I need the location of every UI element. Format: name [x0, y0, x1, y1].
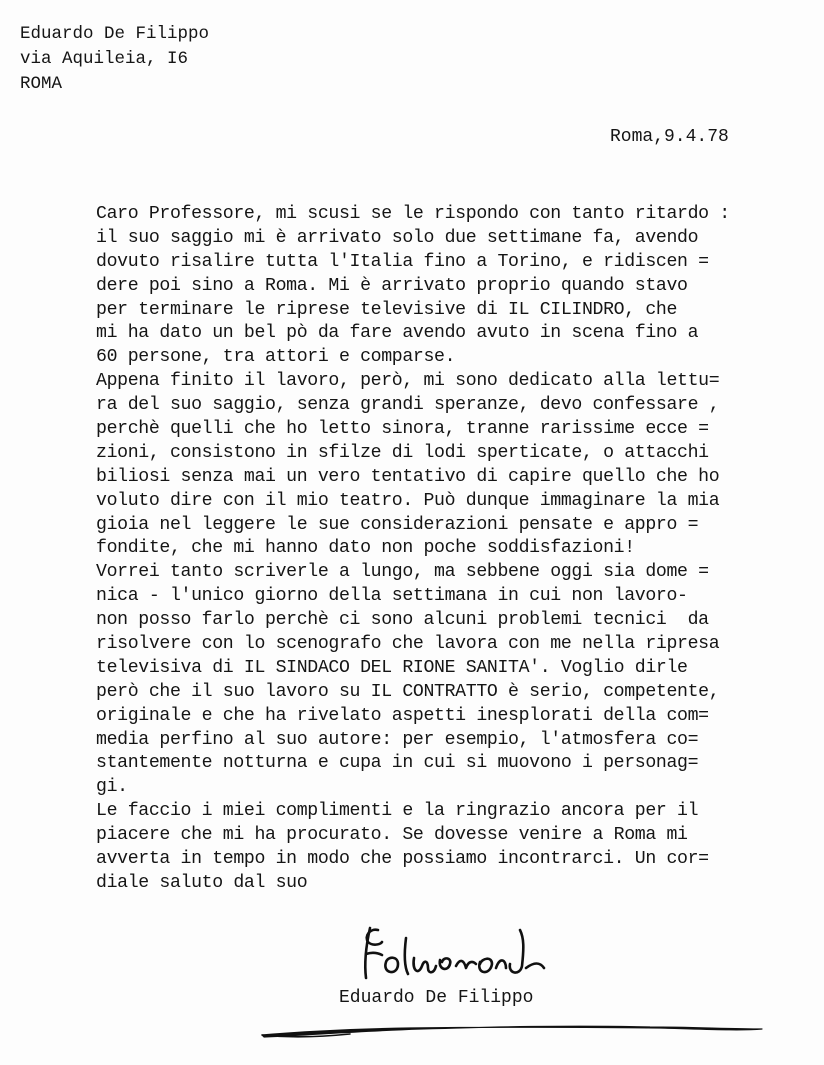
body-line: zioni, consistono in sfilze di lodi sperticate, o attacchi [96, 442, 709, 463]
body-line: nica - l'unico giorno della settimana in cui non lavoro- [96, 586, 688, 607]
sender-name: Eduardo De Filippo [20, 24, 210, 44]
letter-body [96, 203, 816, 896]
body-line: voluto dire con il mio teatro. Può dunque immaginare la mia [96, 490, 720, 511]
body-line: biliosi senza mai un vero tentativo di capire quello che ho [96, 466, 720, 487]
sender-street: via Aquileia, I6 [20, 49, 189, 69]
body-line: Le faccio i miei complimenti e la ringrazio ancora per il [96, 801, 699, 822]
body-line: per terminare le riprese televisive di IL CILINDRO, che [96, 299, 678, 320]
body-line: Vorrei tanto scriverle a lungo, ma sebbene oggi sia dome = [96, 562, 709, 583]
body-line: stantemente notturna e cupa in cui si muovono i personag= [96, 753, 699, 774]
typed-signature-name: Eduardo De Filippo [339, 988, 534, 1008]
body-line: Caro Professore, mi scusi se le rispondo con tanto ritardo : [96, 204, 730, 224]
body-line: Appena finito il lavoro, però, mi sono dedicato alla lettu= [96, 371, 720, 392]
body-line: non posso farlo perchè ci sono alcuni problemi tecnici da [96, 610, 709, 631]
body-line: diale saluto dal suo [96, 872, 308, 893]
body-line: media perfino al suo autore: per esempio, l'atmosfera co= [96, 729, 699, 750]
body-line: dere poi sino a Roma. Mi è arrivato proprio quando stavo [96, 275, 688, 296]
body-line: mi ha dato un bel pò da fare avendo avuto in scena fino a [96, 323, 699, 344]
sender-city: ROMA [20, 74, 63, 94]
body-line: perchè quelli che ho letto sinora, tranne rarissime ecce = [96, 419, 709, 440]
handwritten-signature [356, 918, 556, 988]
body-line: però che il suo lavoro su IL CONTRATTO è serio, competente, [96, 681, 720, 702]
body-line: gioia nel leggere le sue considerazioni pensate e appro = [96, 514, 699, 535]
body-line: piacere che mi ha procurato. Se dovesse venire a Roma mi [96, 825, 688, 846]
body-line: fondite, che mi hanno dato non poche soddisfazioni! [96, 538, 635, 559]
sender-address-block [20, 22, 209, 97]
body-line: originale e che ha rivelato aspetti inesplorati della com= [96, 705, 709, 726]
body-line: il suo saggio mi è arrivato solo due settimane fa, avendo [96, 227, 699, 248]
body-line: avverta in tempo in modo che possiamo incontrarci. Un cor= [96, 849, 709, 870]
body-line: risolvere con lo scenografo che lavora con me nella ripresa [96, 634, 720, 655]
letter-date: Roma,9.4.78 [610, 127, 729, 147]
body-line: 60 persone, tra attori e comparse. [96, 347, 456, 368]
body-line: gi. [96, 777, 128, 798]
body-line: ra del suo saggio, senza grandi speranze, devo confessare , [96, 395, 720, 416]
body-line: dovuto risalire tutta l'Italia fino a Torino, e ridiscen = [96, 251, 709, 272]
signature-underline-flourish [250, 1005, 770, 1045]
body-line: televisiva di IL SINDACO DEL RIONE SANITA'. Voglio dirle [96, 657, 688, 678]
